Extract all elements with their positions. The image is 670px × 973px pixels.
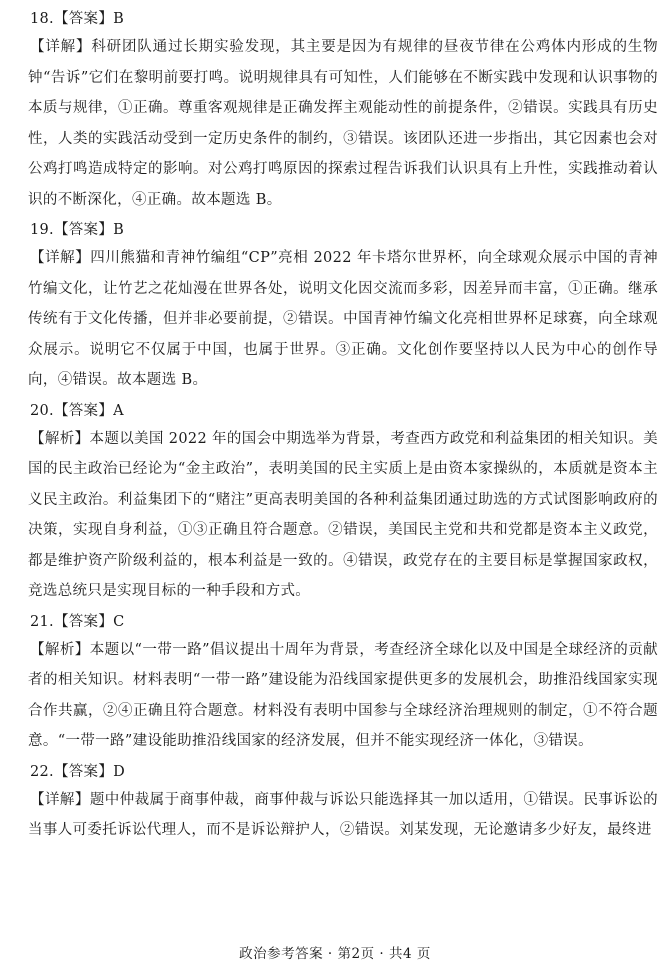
question-19 — [28, 217, 658, 396]
answer-page — [28, 6, 658, 848]
explanation-text: 【解析】本题以“一带一路”倡议提出十周年为背景，考查经济全球化以及中国是全球经济的贡献者的相关知识。材料表明“一带一路”建设能为沿线国家提供更多的发展机会，助推沿线国家实现合作共赢，②④正确且符合题意。材料没有表明中国参与全球经济治理规则的制定，①不符合题意。“一带一路”建设能助推沿线国家的经济发展，但并不能实现经济一体化，③错误。 — [28, 641, 658, 749]
question-18 — [28, 6, 658, 215]
question-21 — [28, 609, 658, 757]
answer-heading: 22.【答案】D — [30, 763, 126, 780]
explanation-text: 【详解】科研团队通过长期实验发现，其主要是因为有规律的昼夜节律在公鸡体内形成的生物钟“告诉”它们在黎明前要打鸣。说明规律具有可知性，人们能够在不断实践中发现和认识事物的本质与规律，①正确。尊重客观规律是正确发挥主观能动性的前提条件，②错误。实践具有历史性，人类的实践活动受到一定历史条件的制约，③错误。该团队还进一步指出，其它因素也会对公鸡打鸣造成特定的影响。对公鸡打鸣原因的探索过程告诉我们认识具有上升性，实践推动着认识的不断深化，④正确。故本题选 B。 — [28, 39, 658, 208]
page-footer: 政治参考答案 · 第2页 · 共4 页 — [239, 946, 431, 962]
explanation-text: 【详解】四川熊猫和青神竹编组“CP”亮相 2022 年卡塔尔世界杯，向全球观众展示中国的青神竹编文化，让竹艺之花灿漫在世界各处，说明文化因交流而多彩，因差异而丰富，①正确。继承传统有于文化传播，但并非必要前提，②错误。中国青神竹编文化亮相世界杯足球赛，向全球观众展示。说明它不仅属于中国，也属于世界。③正确。文化创作要坚持以人民为中心的创作导向，④错误。故本题选 B。 — [28, 250, 658, 388]
answer-heading: 18.【答案】B — [30, 11, 125, 27]
question-22 — [28, 759, 658, 846]
answer-heading: 21.【答案】C — [30, 613, 125, 630]
answer-heading: 19.【答案】B — [30, 222, 125, 238]
explanation-text: 【详解】题中仲裁属于商事仲裁，商事仲裁与诉讼只能选择其一加以适用，①错误。民事诉讼的当事人可委托诉讼代理人，而不是诉讼辩护人，②错误。刘某发现，无论邀请多少好友，最终进 — [28, 791, 658, 838]
question-20 — [28, 398, 658, 607]
explanation-text: 【解析】本题以美国 2022 年的国会中期选举为背景，考查西方政党和利益集团的相关知识。美国的民主政治已经论为“金主政治”，表明美国的民主实质上是由资本家操纵的，本质就是资本主义民主政治。利益集团下的“赌注”更高表明美国的各种利益集团通过助选的方式试图影响政府的决策，实现自身利益，①③正确且符合题意。②错误，美国民主党和共和党都是资本主义政党，都是维护资产阶级利益的，根本利益是一致的。④错误，政党存在的主要目标是掌握国家政权，竞选总统只是实现目标的一种手段和方式。 — [28, 430, 658, 599]
answer-heading: 20.【答案】A — [30, 402, 124, 419]
